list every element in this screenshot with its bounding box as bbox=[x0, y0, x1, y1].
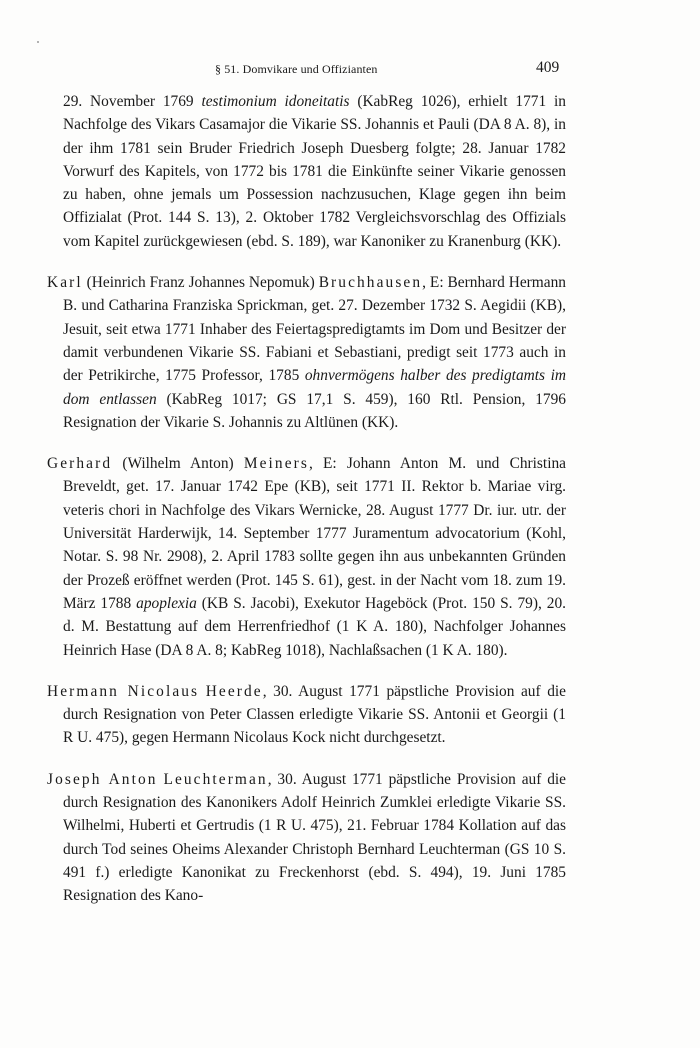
given-name: Joseph Anton bbox=[47, 770, 158, 788]
entry-leuchterman bbox=[47, 768, 566, 908]
page-body bbox=[47, 90, 566, 923]
text-run: , E: Johann Anton M. und Christina Breveldt, get. 17. Januar 1742 Epe (KB), seit 1771 II. Rektor b. Mariae virg. veteris chori in Nachfolge des Vikars Wernicke, 28. August 1777 Dr. iur. utr. der Universität Harderwijk, 14. September 1777 Juramentum advocatorium (Kohl, Notar. S. 98 Nr. 2908), 2. April 1783 sollte gegen ihn aus unbekannten Gründen der Prozeß eröffnet werden (Prot. 145 S. 61), gest. in der Nacht vom 18. zum 19. März 1788 bbox=[63, 455, 566, 612]
surname: Meiners bbox=[243, 455, 309, 473]
italic-run: apoplexia bbox=[136, 594, 197, 612]
page-number: 409 bbox=[536, 59, 560, 76]
text-run: (KabReg 1026), erhielt 1771 in Nachfolge des Vikars Casamajor die Vikarie SS. Johannis et Pauli (DA 8 A. 8), in der ihm 1781 sein Bruder Friedrich Joseph Duesberg folgte; 28. Januar 1782 Vorwurf des Kapitels, von 1772 bis 1781 die Einkünfte seiner Vikarie genossen zu haben, ohne jemals um Possession nachzusuchen, Klage gegen ihn beim Offizialat (Prot. 144 S. 13), 2. Oktober 1782 Vergleichsvorschlag des Offizials vom Kapitel zurückgewiesen (ebd. S. 189), war Kanoniker zu Kranenburg (KK). bbox=[63, 93, 566, 250]
text-run: 29. November 1769 bbox=[63, 93, 202, 110]
entry-meiners bbox=[47, 452, 566, 662]
surname: Heerde bbox=[205, 682, 263, 700]
entry-bruchhausen bbox=[47, 271, 566, 434]
given-name: Karl bbox=[47, 274, 83, 292]
entry-heerde bbox=[47, 680, 566, 750]
given-name: Hermann Nicolaus bbox=[47, 682, 200, 700]
given-name: Gerhard bbox=[47, 455, 113, 473]
continuation-paragraph bbox=[47, 90, 566, 253]
text-run: (KabReg 1017; GS 17,1 S. 459), 160 Rtl. Pension, 1796 Resignation der Vikarie S. Johannis zu Altlünen (KK). bbox=[63, 390, 566, 431]
text-run: (KB S. Jacobi), Exekutor Hageböck (Prot. 150 S. 79), 20. d. M. Bestattung auf dem Herrenfriedhof (1 K A. 180), Nachfolger Johannes Heinrich Hase (DA 8 A. 8; KabReg 1018), Nachlaßsachen (1 K A. 180). bbox=[63, 594, 566, 659]
italic-run: ohnvermögens halber des predigtamts im dom entlassen bbox=[63, 367, 566, 408]
text-run: , 30. August 1771 päpstliche Provision auf die durch Resignation von Peter Classen erledigte Vikarie SS. Antonii et Georgii (1 R U. 475), gegen Hermann Nicolaus Kock nicht durchgesetzt. bbox=[63, 682, 566, 747]
surname: Bruchhausen bbox=[318, 274, 423, 292]
running-title: § 51. Domvikare und Offizianten bbox=[215, 62, 378, 76]
surname: Leuchterman bbox=[163, 770, 268, 788]
text-run: , 30. August 1771 päpstliche Provision auf die durch Resignation des Kanonikers Adolf Heinrich Zumklei erledigte Vikarie SS. Wilhelmi, Huberti et Gertrudis (1 R U. 475), 21. Februar 1784 Kollation auf das durch Tod seines Oheims Alexander Christoph Bernhard Leuchterman (GS 10 S. 491 f.) erledigte Kanonikat zu Freckenhorst (ebd. S. 494), 19. Juni 1785 Resignation des Kano- bbox=[63, 770, 566, 905]
name-parenthetical: (Wilhelm Anton) bbox=[112, 455, 244, 473]
margin-mark bbox=[37, 41, 39, 43]
italic-run: testimonium idoneitatis bbox=[201, 93, 350, 110]
text-run: , E: Bernhard Hermann B. und Catharina Franziska Sprickman, get. 27. Dezember 1732 S. Aegidii (KB), Jesuit, seit etwa 1771 Inhaber des Feiertagspredigtamts im Dom und Besitzer der damit verbundenen Vikarie SS. Fabiani et Sebastiani, predigt seit 1773 auch in der Petrikirche, 1775 Professor, 1785 bbox=[63, 274, 566, 385]
name-parenthetical: (Heinrich Franz Johannes Nepomuk) bbox=[82, 274, 319, 292]
